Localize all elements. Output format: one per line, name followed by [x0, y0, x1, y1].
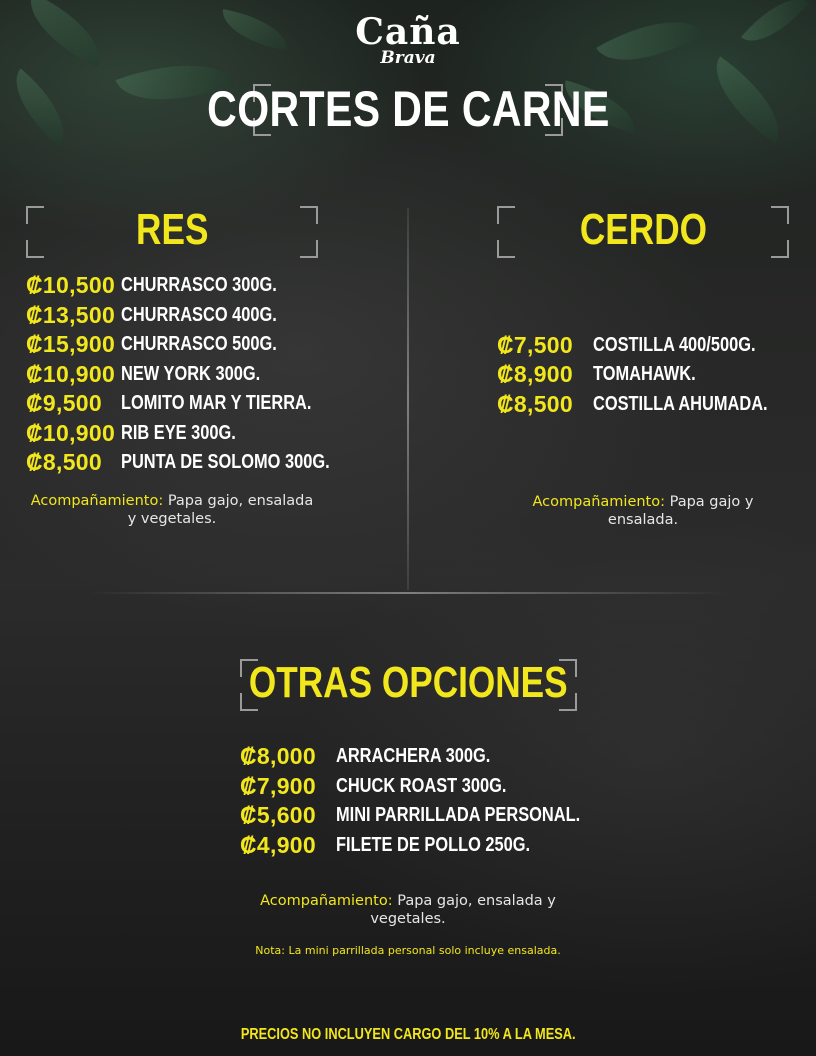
otras-accompaniment [250, 892, 566, 928]
section-title-otras: OTRAS OPCIONES [249, 658, 568, 707]
item-price: ₡4,900 [240, 832, 316, 858]
item-name: PUNTA DE SOLOMO 300G. [121, 451, 330, 473]
brand-subname: Brava [380, 48, 436, 68]
section-title-res: RES [135, 205, 209, 254]
section-title-cerdo: CERDO [579, 205, 707, 254]
cerdo-accompaniment [520, 493, 766, 529]
item-price: ₡13,500 [26, 302, 116, 328]
item-name: FILETE DE POLLO 250G. [336, 834, 531, 856]
accompaniment-label: Acompañamiento: [532, 494, 666, 510]
item-name: LOMITO MAR Y TIERRA. [121, 392, 312, 414]
horizontal-divider [90, 592, 726, 594]
brand-logo [0, 11, 816, 68]
item-name: CHUCK ROAST 300G. [336, 775, 507, 797]
res-accompaniment [26, 492, 318, 528]
item-price: ₡15,900 [26, 331, 116, 357]
page-title: CORTES DE CARNE [206, 81, 610, 137]
item-name: CHURRASCO 300G. [121, 274, 277, 296]
item-name: CHURRASCO 500G. [121, 333, 277, 355]
item-price: ₡10,900 [26, 361, 116, 387]
item-price: ₡7,500 [497, 332, 573, 358]
accompaniment-text: Papa gajo, ensalada y vegetales. [370, 893, 556, 927]
item-name: TOMAHAWK. [593, 363, 696, 385]
accompaniment-label: Acompañamiento: [30, 493, 164, 509]
item-price: ₡8,900 [497, 361, 573, 387]
item-name: NEW YORK 300G. [121, 363, 261, 385]
accompaniment-text: Papa gajo y ensalada. [607, 494, 754, 528]
item-price: ₡5,600 [240, 802, 316, 828]
item-name: COSTILLA 400/500G. [593, 334, 756, 356]
item-price: ₡7,900 [240, 773, 316, 799]
accompaniment-label: Acompañamiento: [260, 893, 393, 909]
item-price: ₡8,500 [26, 449, 102, 475]
brand-name: Caña [355, 11, 461, 53]
item-price: ₡9,500 [26, 390, 102, 416]
item-name: RIB EYE 300G. [121, 422, 236, 444]
vertical-divider [407, 208, 409, 590]
item-name: ARRACHERA 300G. [336, 745, 491, 767]
item-price: ₡10,900 [26, 420, 116, 446]
item-name: CHURRASCO 400G. [121, 304, 277, 326]
item-name: COSTILLA AHUMADA. [593, 393, 768, 415]
otras-note: Nota: La mini parrillada personal solo incluye ensalada. [255, 944, 561, 957]
item-price: ₡8,000 [240, 743, 316, 769]
accompaniment-text: Papa gajo, ensalada y vegetales. [127, 493, 314, 527]
item-price: ₡8,500 [497, 391, 573, 417]
footer-disclaimer: PRECIOS NO INCLUYEN CARGO DEL 10% A LA MESA. [240, 1026, 576, 1043]
item-price: ₡10,500 [26, 272, 116, 298]
item-name: MINI PARRILLADA PERSONAL. [336, 804, 581, 826]
